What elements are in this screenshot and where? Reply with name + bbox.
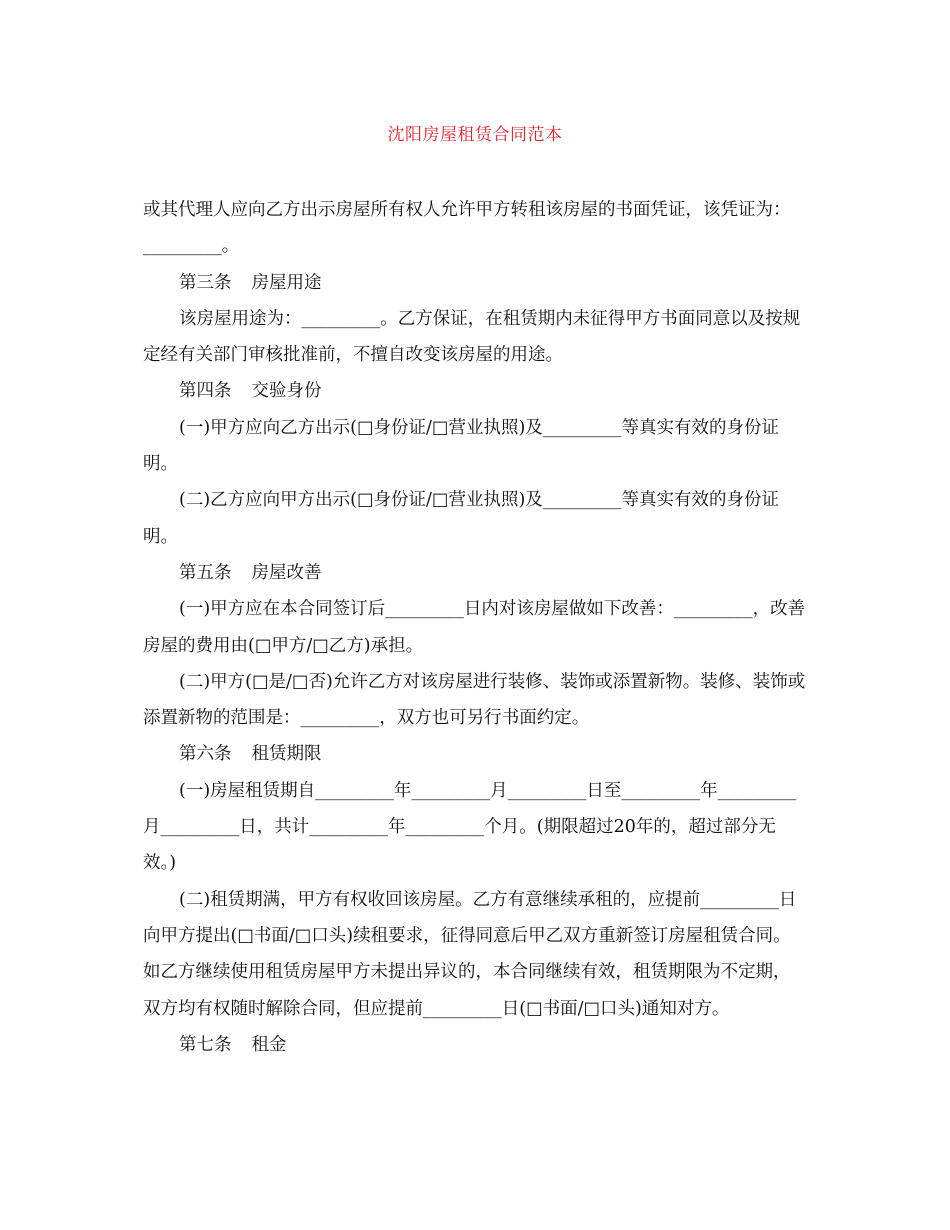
paragraph-house-use: 该房屋用途为：_________。乙方保证，在租赁期内未征得甲方书面同意以及按规定经有关部门审核批准前，不擅自改变该房屋的用途。 bbox=[143, 308, 801, 366]
article-number: 第六条 bbox=[179, 744, 232, 765]
article-label: 交验身份 bbox=[251, 381, 322, 402]
article-label: 租赁期限 bbox=[251, 744, 322, 765]
heading-article-5 bbox=[143, 555, 807, 591]
article-label: 房屋用途 bbox=[251, 272, 322, 293]
article-number: 第五条 bbox=[179, 562, 232, 583]
article-label: 租金 bbox=[251, 1034, 287, 1055]
heading-article-7 bbox=[143, 1027, 807, 1063]
document-title: 沈阳房屋租赁合同范本 bbox=[387, 125, 563, 145]
article-number: 第三条 bbox=[179, 272, 232, 293]
article-number: 第七条 bbox=[179, 1034, 232, 1055]
heading-article-4 bbox=[143, 373, 807, 409]
paragraph-lease-term-2: (二)租赁期满，甲方有权收回该房屋。乙方有意继续承租的，应提前_________日向甲方提出(□书面/□口头)续租要求，征得同意后甲乙双方重新签订房屋租赁合同。如乙方继续使用租赁房屋甲方未提出异议的，本合同继续有效，租赁期限为不定期，双方均有权随时解除合同，但应提前_________日(□书面/□口头)通知对方。 bbox=[143, 889, 797, 1019]
paragraph-sublease-proof: 或其代理人应向乙方出示房屋所有权人允许甲方转租该房屋的书面凭证，该凭证为：_________。 bbox=[143, 200, 791, 257]
document-body bbox=[143, 192, 807, 1063]
paragraph-identity-party-b: (二)乙方应向甲方出示(□身份证/□营业执照)及_________等真实有效的身份证明。 bbox=[143, 490, 780, 547]
paragraph-improvement-2: (二)甲方(□是/□否)允许乙方对该房屋进行装修、装饰或添置新物。装修、装饰或添置新物的范围是：_________，双方也可另行书面约定。 bbox=[143, 671, 806, 729]
article-label: 房屋改善 bbox=[251, 562, 322, 583]
paragraph-identity-party-a: (一)甲方应向乙方出示(□身份证/□营业执照)及_________等真实有效的身份证明。 bbox=[143, 417, 780, 475]
article-number: 第四条 bbox=[179, 381, 232, 402]
paragraph-lease-term-1: (一)房屋租赁期自_________年_________月_________日至_________年_________月_________日，共计_________年_________个月。(期限超过20年的，超过部分无效。) bbox=[143, 780, 797, 874]
heading-article-3 bbox=[143, 265, 807, 301]
heading-article-6 bbox=[143, 736, 807, 772]
paragraph-improvement-1: (一)甲方应在本合同签订后_________日内对该房屋做如下改善：_________，改善房屋的费用由(□甲方/□乙方)承担。 bbox=[143, 599, 806, 656]
